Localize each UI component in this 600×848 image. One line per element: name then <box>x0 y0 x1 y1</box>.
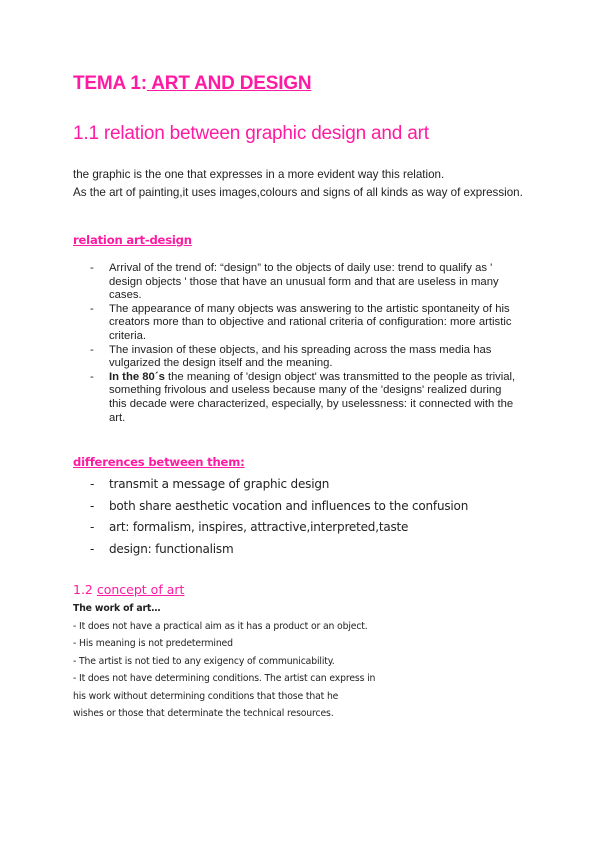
section-1-intro <box>73 166 543 202</box>
art-line: wishes or those that determinate the technical resources. <box>73 708 334 719</box>
intro-line: the graphic is the one that expresses in a more evident way this relation. <box>73 168 445 181</box>
list-item: - transmit a message of graphic design <box>90 477 330 491</box>
list-item: - design: functionalism <box>90 541 234 556</box>
art-line: - It does not have a practical aim as it has a product or an object. <box>73 620 368 632</box>
list-item: - Arrival of the trend of: “design” to the objects of daily use: trend to qualify as ' design objects ' those that have an unusual form and that are useless in many cases. <box>90 262 499 302</box>
title-underlined: ART AND DESIGN <box>146 73 312 94</box>
art-line: - His meaning is not predetermined <box>73 638 233 649</box>
relation-list <box>90 262 520 425</box>
section-1-heading: 1.1 relation between graphic design and art <box>73 123 429 144</box>
relation-heading: relation art-design <box>73 233 192 247</box>
list-item: - The appearance of many objects was answering to the artistic spontaneity of his creators more than to objective and rational criteria of configuration: more artistic criteria. <box>90 302 512 342</box>
title-prefix: TEMA 1: <box>73 73 147 94</box>
art-lead: The work of art… <box>73 603 161 614</box>
page-title <box>73 73 311 95</box>
list-item: - In the 80´s the meaning of 'design object' was transmitted to the people as trivial, something frivolous and useless because many of the 'designs' realized during this decade were characterized, especially, by uselessness: it connected with the art. <box>90 370 516 424</box>
art-line: his work without determining conditions that those that he <box>73 690 339 702</box>
section-2-title: concept of art <box>96 582 185 597</box>
section-2-number: 1.2 <box>73 582 97 597</box>
list-item: - both share aesthetic vocation and influences to the confusion <box>90 498 469 513</box>
concept-of-art-text <box>73 600 493 723</box>
intro-line: As the art of painting,it uses images,colours and signs of all kinds as way of expression. <box>73 186 523 199</box>
section-2-heading <box>73 582 184 597</box>
art-line: - The artist is not tied to any exigency of communicability. <box>73 655 335 667</box>
differences-heading: differences between them: <box>73 455 245 469</box>
art-line: - It does not have determining conditions. The artist can express in <box>73 673 376 684</box>
list-item: - art: formalism, inspires, attractive,interpreted,taste <box>90 520 409 534</box>
differences-list <box>90 474 550 560</box>
list-item: - The invasion of these objects, and his spreading across the mass media has vulgarized the design itself and the meaning. <box>90 343 492 370</box>
